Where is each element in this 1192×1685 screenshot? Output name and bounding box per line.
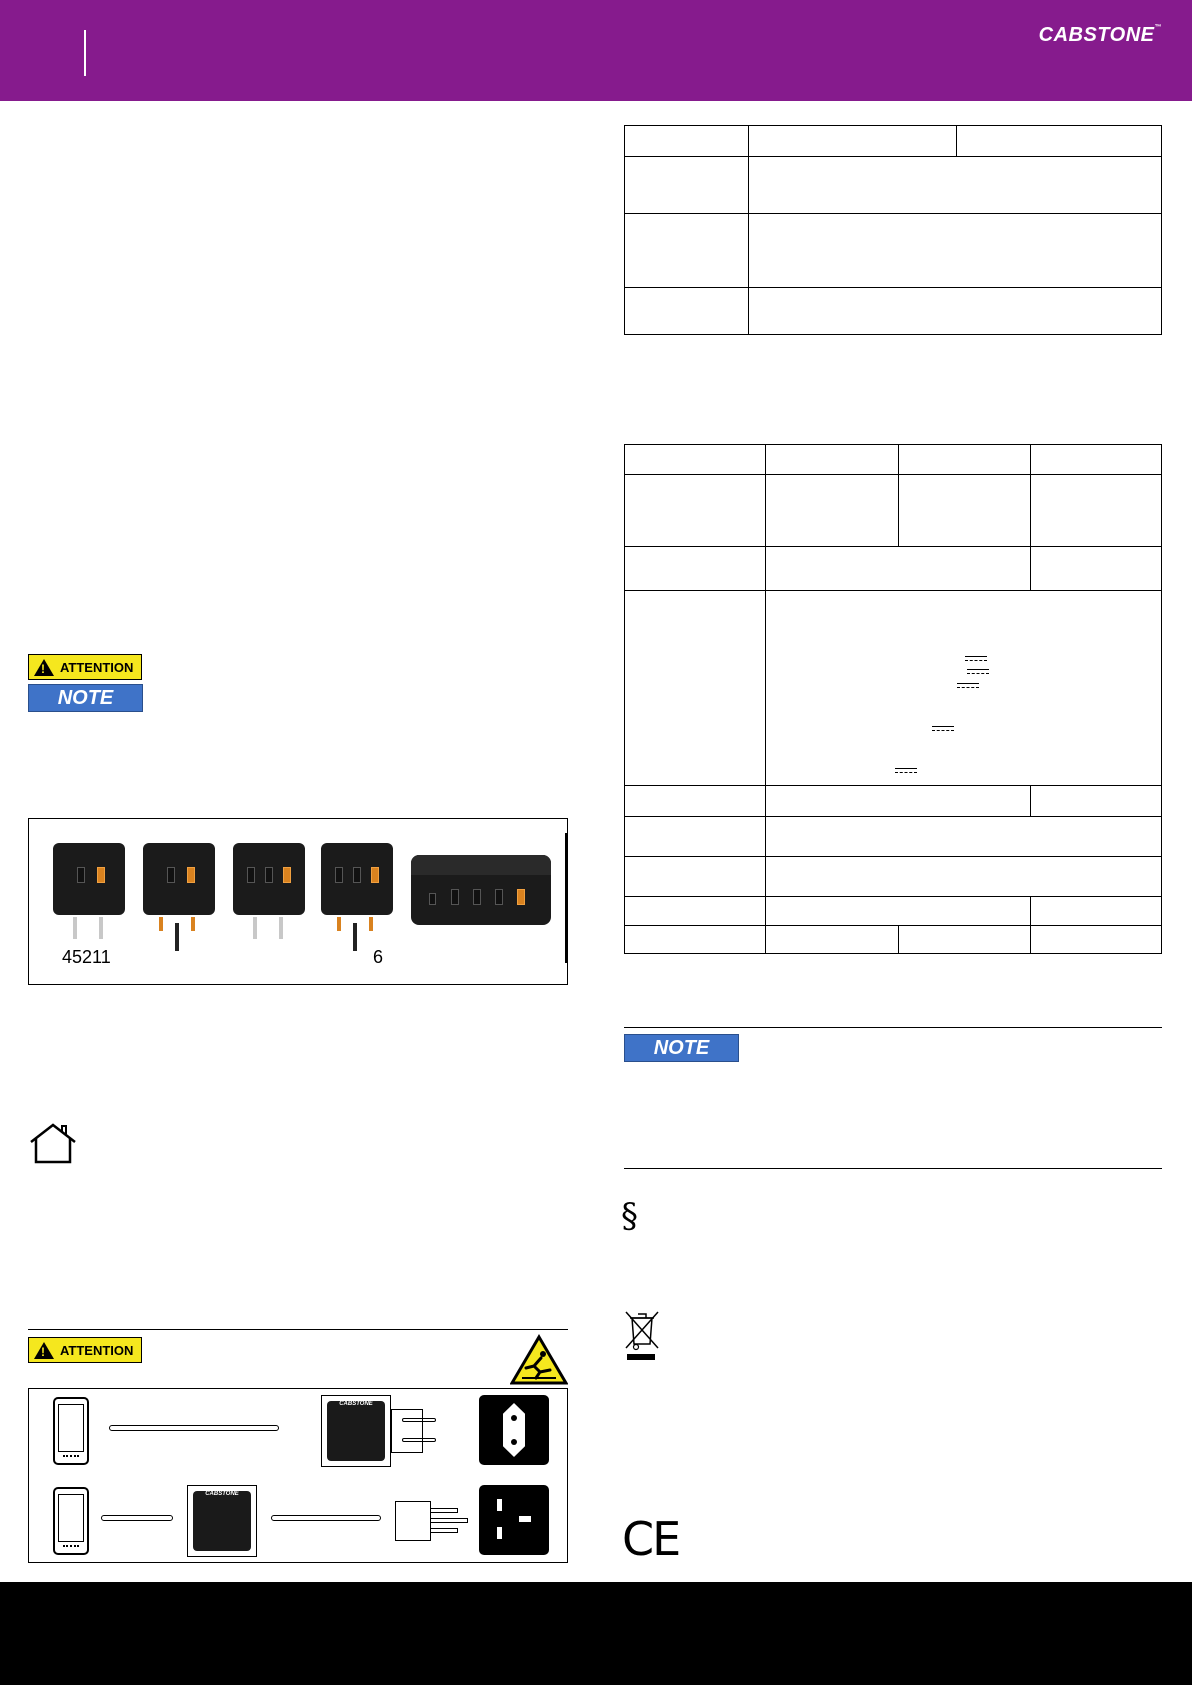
eu-plug-pins-icon <box>391 1409 423 1453</box>
dc-symbol-icon <box>965 656 987 663</box>
charger-eu-plug-illustration <box>321 1395 391 1467</box>
uk-plug-pins-icon <box>395 1501 431 1541</box>
trip-hazard-icon <box>510 1334 568 1386</box>
charger-illustration: CABSTONE <box>327 1401 385 1461</box>
section-divider <box>624 1027 1162 1028</box>
charger-illustration: CABSTONE <box>193 1491 251 1551</box>
product-image-uk-plug-1 <box>139 833 219 963</box>
usb-cable-icon <box>109 1425 279 1431</box>
section-divider <box>28 1329 568 1330</box>
footer-bar <box>0 1582 1192 1685</box>
uk-socket-icon <box>479 1485 549 1555</box>
section-sign-icon: § <box>621 1196 638 1236</box>
crossed-out-bin-icon <box>624 1310 660 1362</box>
spec-table-2 <box>624 444 1162 954</box>
house-icon <box>28 1122 78 1164</box>
dc-symbol-icon <box>895 768 917 775</box>
warning-triangle-icon <box>34 659 54 676</box>
image-edge <box>565 833 567 963</box>
note-badge: NOTE <box>624 1034 739 1062</box>
eu-socket-icon <box>479 1395 549 1465</box>
product-number-label: 45211 <box>62 947 111 967</box>
dc-symbol-icon <box>967 669 989 676</box>
product-image-panel <box>28 818 568 985</box>
attention-badge: ! ATTENTION <box>28 1337 142 1363</box>
note-badge: NOTE <box>28 684 143 712</box>
header-divider <box>84 30 86 76</box>
product-image-eu-plug-2 <box>229 833 309 963</box>
product-image-eu-plug-1 <box>49 833 129 963</box>
ce-mark-icon: CE <box>622 1512 680 1566</box>
smartphone-icon <box>53 1487 89 1555</box>
product-number-label: 6 <box>373 947 384 967</box>
warning-triangle-icon <box>34 1342 54 1359</box>
dc-symbol-icon <box>957 683 979 690</box>
attention-badge: ! ATTENTION <box>28 654 142 680</box>
smartphone-icon <box>53 1397 89 1465</box>
product-image-uk-plug-2 <box>317 833 397 963</box>
spec-table-1 <box>624 125 1162 335</box>
section-divider <box>624 1168 1162 1169</box>
header-bar <box>0 0 1192 101</box>
connection-diagram <box>28 1388 568 1563</box>
dc-symbol-icon <box>932 726 954 733</box>
charger-uk-illustration <box>187 1485 257 1557</box>
usb-cable-icon <box>101 1515 173 1521</box>
usb-cable-icon <box>271 1515 381 1521</box>
product-image-desktop-charger <box>399 833 559 963</box>
brand-logo: CABSTONE™ <box>1038 24 1162 46</box>
